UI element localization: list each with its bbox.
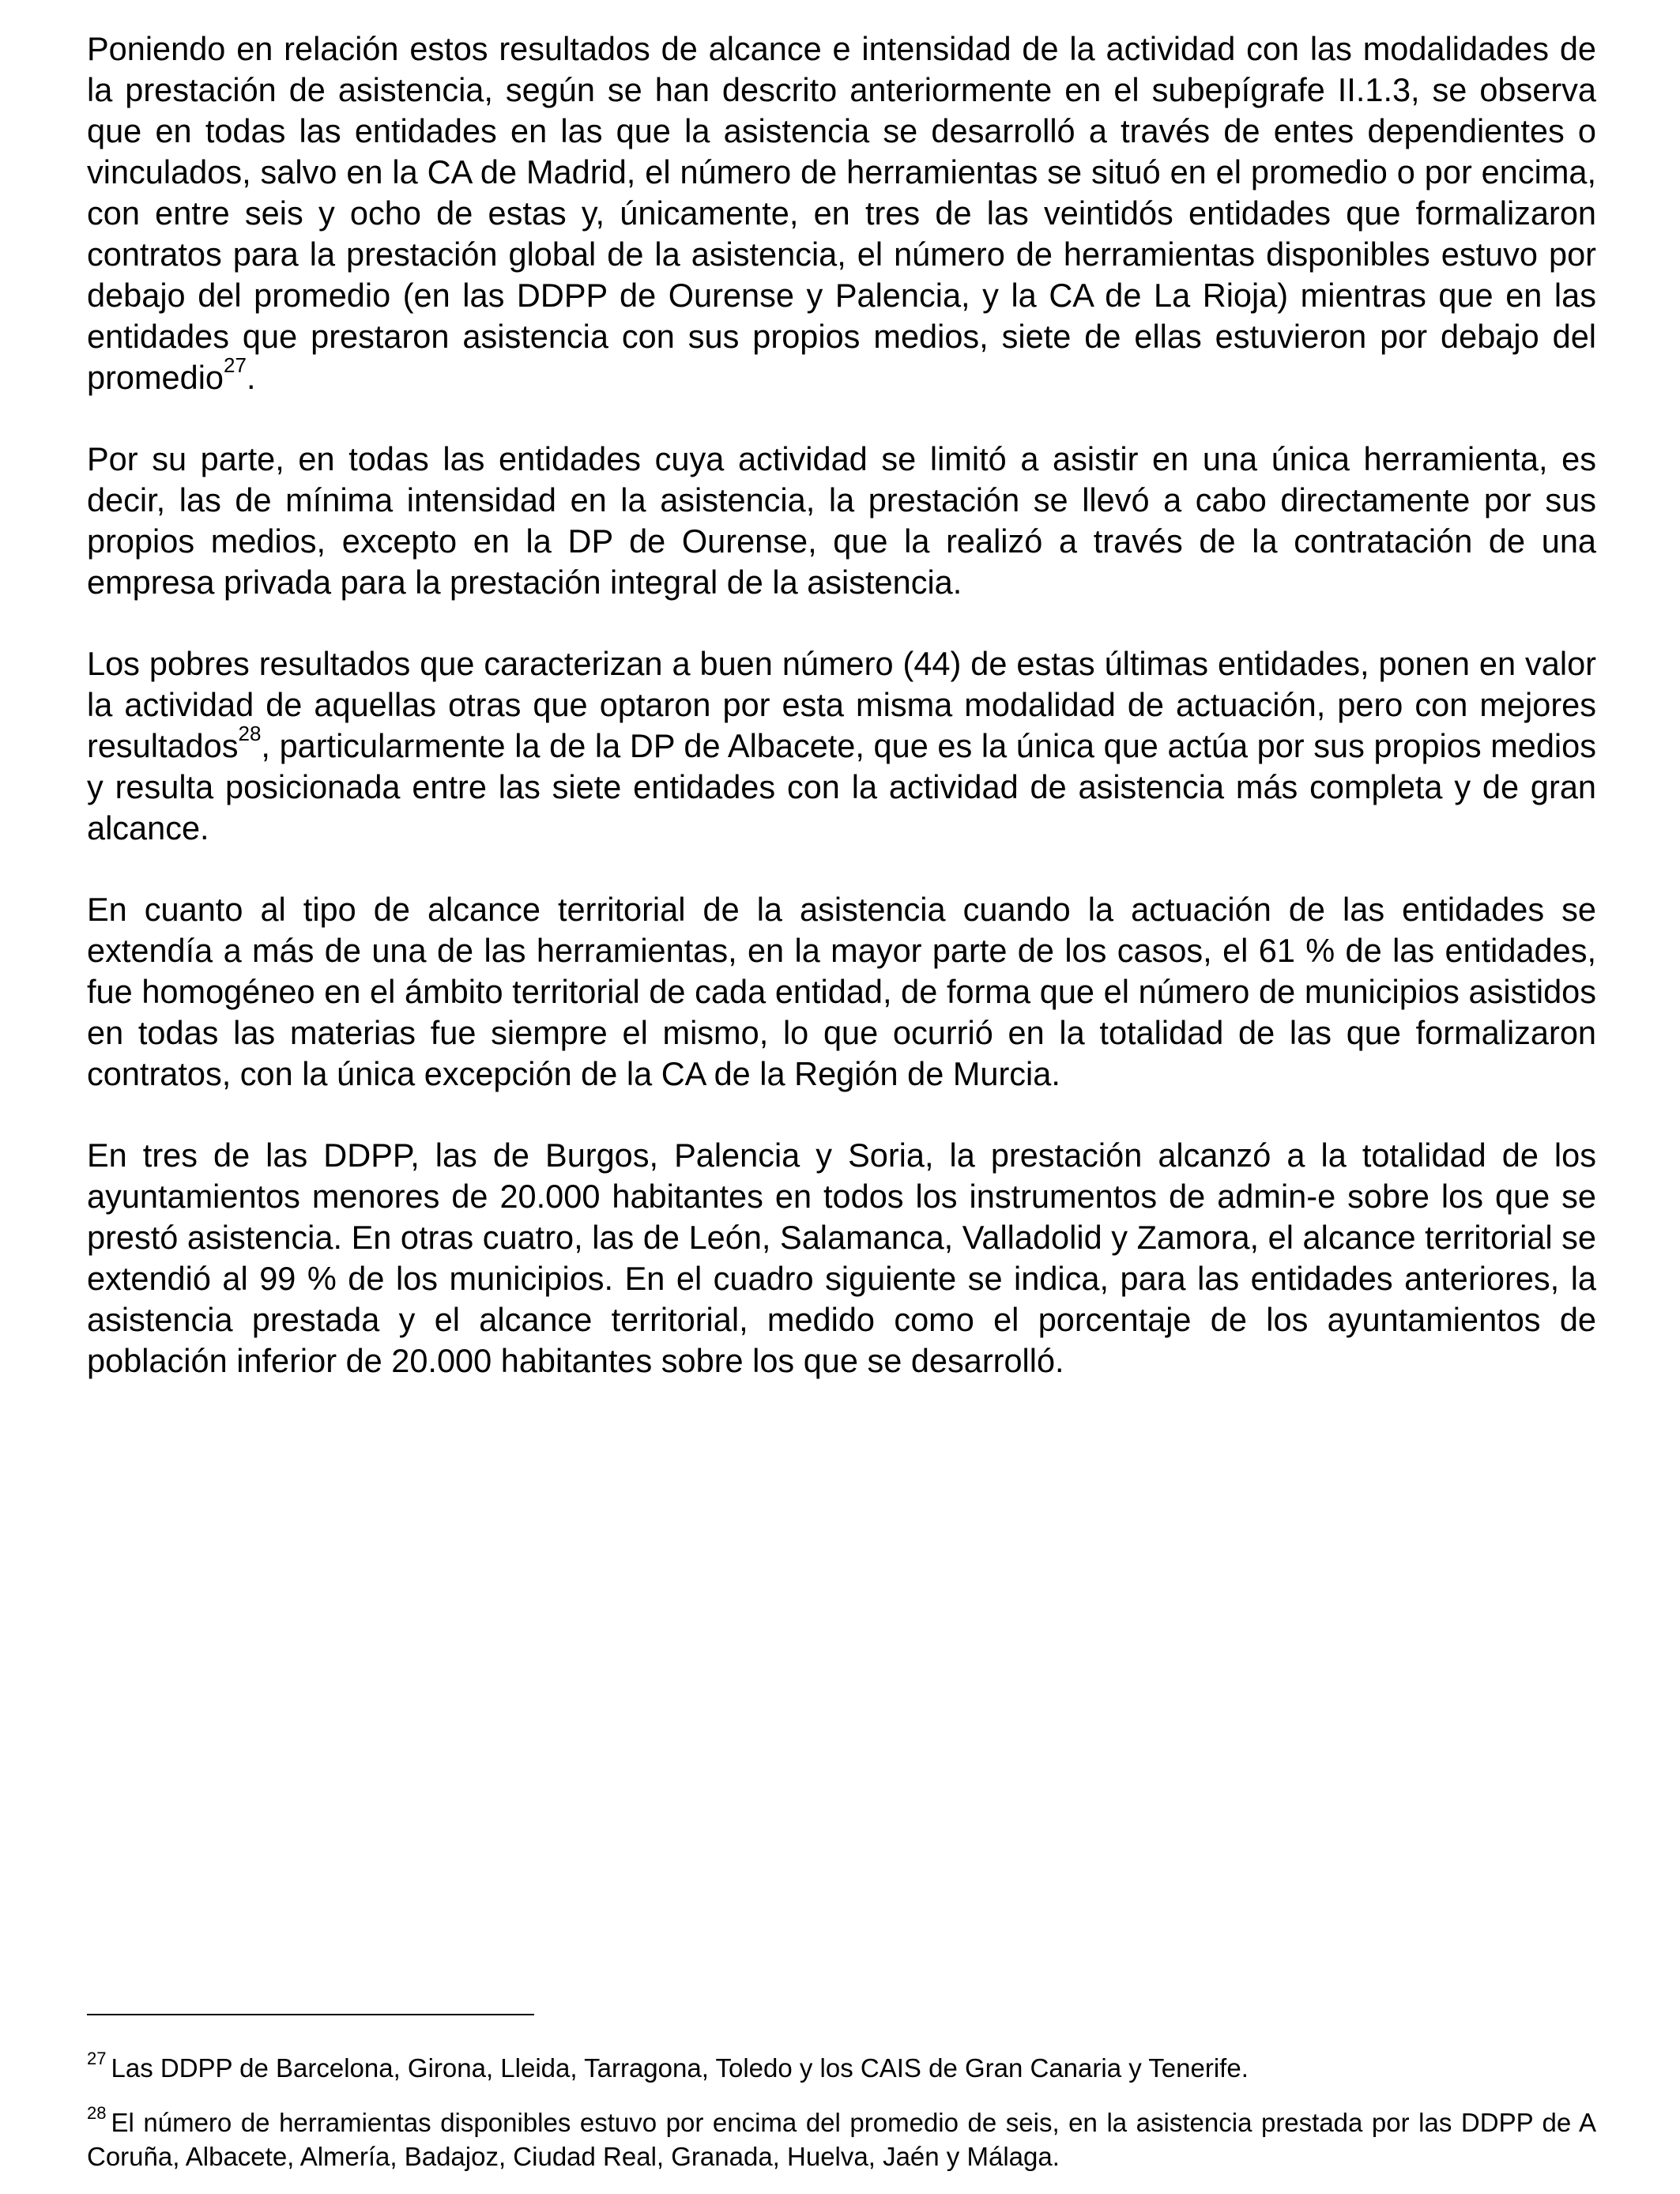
footnote-27 — [87, 2051, 1596, 2085]
footnote-number: 27 — [87, 2049, 107, 2068]
paragraph-1 — [87, 28, 1596, 398]
footnote-number: 28 — [87, 2103, 107, 2123]
footnotes-section — [87, 2014, 1596, 2194]
paragraph-text: Los pobres resultados que caracterizan a buen número (44) de estas últimas entidades, ponen en valor la actividad de aquellas otras que optaron por esta misma modalidad de actuación, pero con mejores resultados — [87, 645, 1596, 764]
footnote-text: El número de herramientas disponibles estuvo por encima del promedio de seis, en la asistencia prestada por las DDPP de A Coruña, Albacete, Almería, Badajoz, Ciudad Real, Granada, Huelva, Jaén y Málaga. — [87, 2108, 1596, 2171]
paragraph-text-tail: . — [246, 359, 256, 396]
footnote-28 — [87, 2105, 1596, 2173]
paragraph-text: En tres de las DDPP, las de Burgos, Palencia y Soria, la prestación alcanzó a la totalidad de los ayuntamientos menores de 20.000 habitantes en todos los instrumentos de admin-e sobre los que se prestó asistencia. En otras cuatro, las de León, Salamanca, Valladolid y Zamora, el alcance territorial se extendió al 99 % de los municipios. En el cuadro siguiente se indica, para las entidades anteriores, la asistencia prestada y el alcance territorial, medido como el porcentaje de los ayuntamientos de población inferior de 20.000 habitantes sobre los que se desarrolló. — [87, 1137, 1596, 1379]
paragraph-3 — [87, 643, 1596, 849]
document-body — [87, 28, 1596, 1422]
paragraph-text-tail: , particularmente la de la DP de Albacete, que es la única que actúa por sus propios medios y resulta posicionada entre las siete entidades con la actividad de asistencia más completa y de gran alcance. — [87, 727, 1596, 846]
paragraph-text: Por su parte, en todas las entidades cuya actividad se limitó a asistir en una única herramienta, es decir, las de mínima intensidad en la asistencia, la prestación se llevó a cabo directamente por sus propios medios, excepto en la DP de Ourense, que la realizó a través de la contratación de una empresa privada para la prestación integral de la asistencia. — [87, 440, 1596, 601]
paragraph-text: Poniendo en relación estos resultados de alcance e intensidad de la actividad con las modalidades de la prestación de asistencia, según se han descrito anteriormente en el subepígrafe II.1.3, se observa que en todas las entidades en las que la asistencia se desarrolló a través de entes dependientes o vinculados, salvo en la CA de Madrid, el número de herramientas se situó en el promedio o por encima, con entre seis y ocho de estas y, únicamente, en tres de las veintidós entidades que formalizaron contratos para la prestación global de la asistencia, el número de herramientas disponibles estuvo por debajo del promedio (en las DDPP de Ourense y Palencia, y la CA de La Rioja) mientras que en las entidades que prestaron asistencia con sus propios medios, siete de ellas estuvieron por debajo del promedio — [87, 30, 1596, 396]
footnote-ref-28[interactable]: 28 — [238, 722, 262, 746]
footnote-ref-27[interactable]: 27 — [224, 353, 247, 378]
paragraph-5 — [87, 1135, 1596, 1382]
paragraph-4 — [87, 889, 1596, 1095]
footnote-text: Las DDPP de Barcelona, Girona, Lleida, Tarragona, Toledo y los CAIS de Gran Canaria y Tenerife. — [111, 2053, 1249, 2083]
paragraph-2 — [87, 439, 1596, 603]
paragraph-text: En cuanto al tipo de alcance territorial de la asistencia cuando la actuación de las entidades se extendía a más de una de las herramientas, en la mayor parte de los casos, el 61 % de las entidades, fue homogéneo en el ámbito territorial de cada entidad, de forma que el número de municipios asistidos en todas las materias fue siempre el mismo, lo que ocurrió en la totalidad de las que formalizaron contratos, con la única excepción de la CA de la Región de Murcia. — [87, 891, 1596, 1092]
footnote-separator — [87, 2014, 534, 2015]
